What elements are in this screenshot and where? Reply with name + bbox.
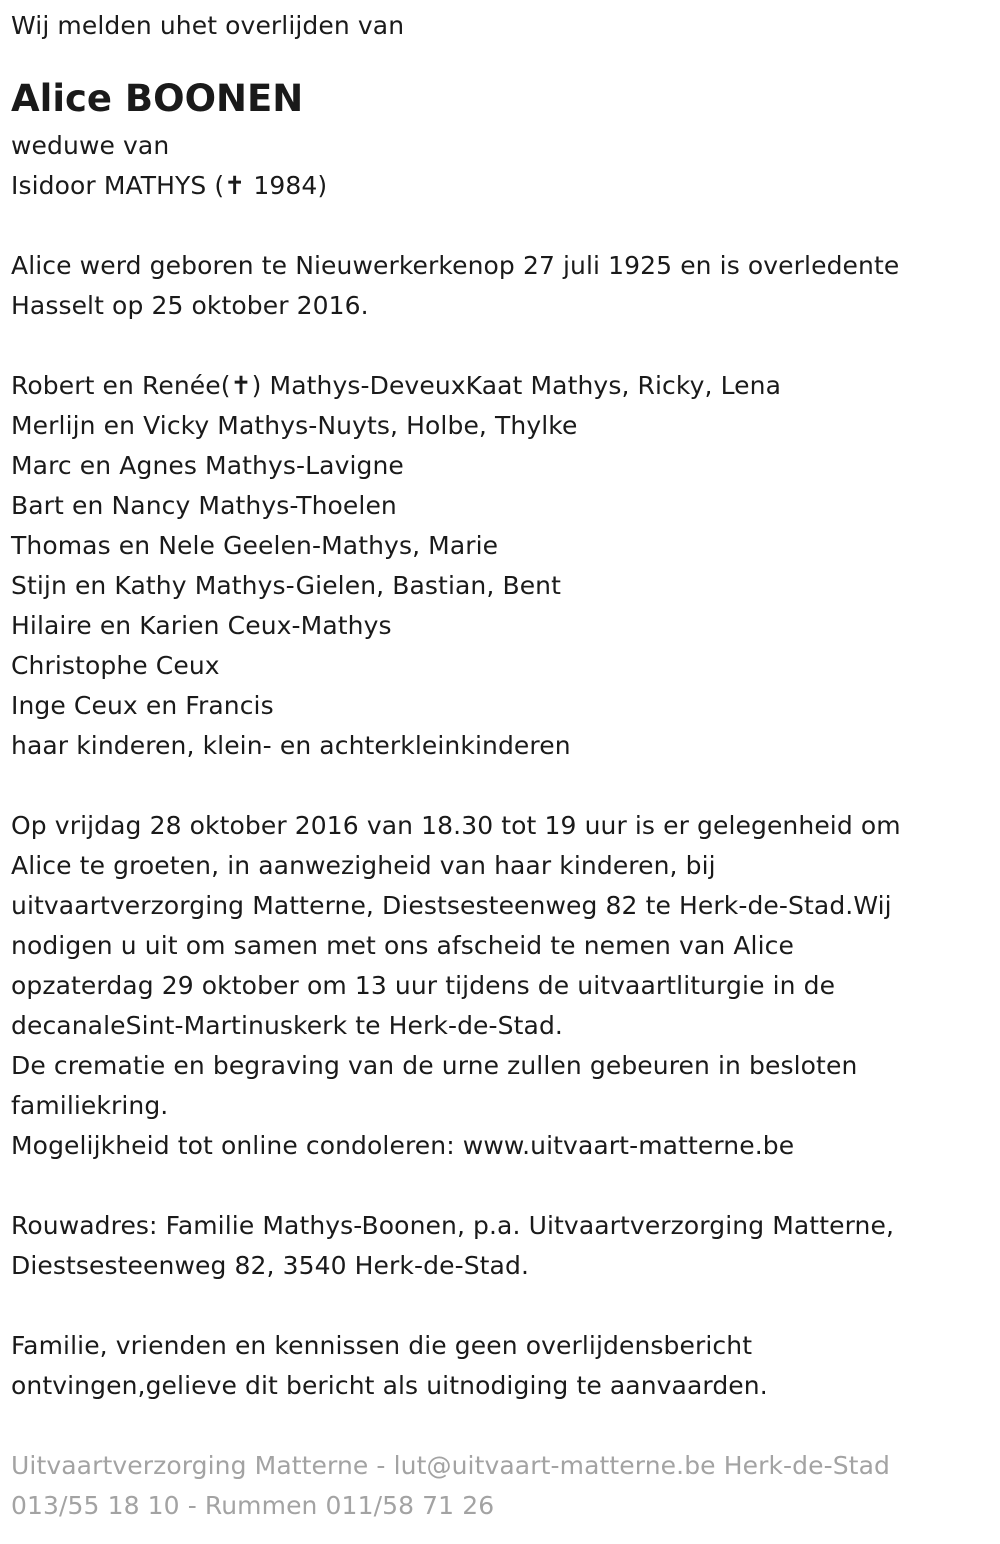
family-member: Robert en Renée(✝) Mathys-DeveuxKaat Mathys, Ricky, Lena <box>11 371 782 400</box>
paragraph-line: opzaterdag 29 oktober om 13 uur tijdens de uitvaartliturgie in de <box>11 971 836 1000</box>
footer-line: 013/55 18 10 - Rummen 011/58 71 26 <box>11 1491 495 1520</box>
ceremony-paragraph <box>11 806 1000 1166</box>
family-member: Inge Ceux en Francis <box>11 691 274 720</box>
family-member: Bart en Nancy Mathys-Thoelen <box>11 491 397 520</box>
spacer <box>11 1406 1000 1446</box>
paragraph-line: uitvaartverzorging Matterne, Diestsesteenweg 82 te Herk-de-Stad.Wij <box>11 891 892 920</box>
spacer <box>11 1166 1000 1206</box>
spouse-block <box>11 126 1000 206</box>
paragraph-line: familiekring. <box>11 1091 169 1120</box>
family-member: Marc en Agnes Mathys-Lavigne <box>11 451 404 480</box>
family-member: Merlijn en Vicky Mathys-Nuyts, Holbe, Thylke <box>11 411 578 440</box>
deceased-name: Alice BOONEN <box>11 77 304 120</box>
family-summary: haar kinderen, klein- en achterkleinkinderen <box>11 731 571 760</box>
paragraph-line: Familie, vrienden en kennissen die geen overlijdensbericht <box>11 1331 753 1360</box>
paragraph-line: De crematie en begraving van de urne zullen gebeuren in besloten <box>11 1051 858 1080</box>
spouse-name: Isidoor MATHYS (✝ 1984) <box>11 171 328 200</box>
paragraph-line: nodigen u uit om samen met ons afscheid te nemen van Alice <box>11 931 794 960</box>
family-member: Stijn en Kathy Mathys-Gielen, Bastian, Bent <box>11 571 562 600</box>
paragraph-line: Alice werd geboren te Nieuwerkerkenop 27 juli 1925 en is overledente <box>11 251 900 280</box>
paragraph-line: Alice te groeten, in aanwezigheid van haar kinderen, bij <box>11 851 716 880</box>
paragraph-line: Hasselt op 25 oktober 2016. <box>11 291 369 320</box>
spouse-relation: weduwe van <box>11 131 170 160</box>
spacer <box>11 206 1000 246</box>
family-member: Christophe Ceux <box>11 651 220 680</box>
paragraph-line: decanaleSint-Martinuskerk te Herk-de-Stad. <box>11 1011 563 1040</box>
condolence-line: Mogelijkheid tot online condoleren: www.uitvaart-matterne.be <box>11 1131 795 1160</box>
paragraph-line: ontvingen,gelieve dit bericht als uitnodiging te aanvaarden. <box>11 1371 768 1400</box>
paragraph-line: Op vrijdag 28 oktober 2016 van 18.30 tot 19 uur is er gelegenheid om <box>11 811 901 840</box>
spacer <box>11 1286 1000 1326</box>
spacer <box>11 766 1000 806</box>
address-line: Diestsesteenweg 82, 3540 Herk-de-Stad. <box>11 1251 529 1280</box>
family-member: Hilaire en Karien Ceux-Mathys <box>11 611 392 640</box>
footer-line: Uitvaartverzorging Matterne - lut@uitvaart-matterne.be Herk-de-Stad <box>11 1451 890 1480</box>
mourning-address <box>11 1206 1000 1286</box>
birth-death-paragraph <box>11 246 1000 326</box>
family-member: Thomas en Nele Geelen-Mathys, Marie <box>11 531 499 560</box>
intro-text: Wij melden uhet overlijden van <box>11 11 405 40</box>
undertaker-footer <box>11 1446 1000 1526</box>
family-list <box>11 366 1000 766</box>
address-line: Rouwadres: Familie Mathys-Boonen, p.a. Uitvaartverzorging Matterne, <box>11 1211 895 1240</box>
spacer <box>11 326 1000 366</box>
closing-paragraph <box>11 1326 1000 1406</box>
